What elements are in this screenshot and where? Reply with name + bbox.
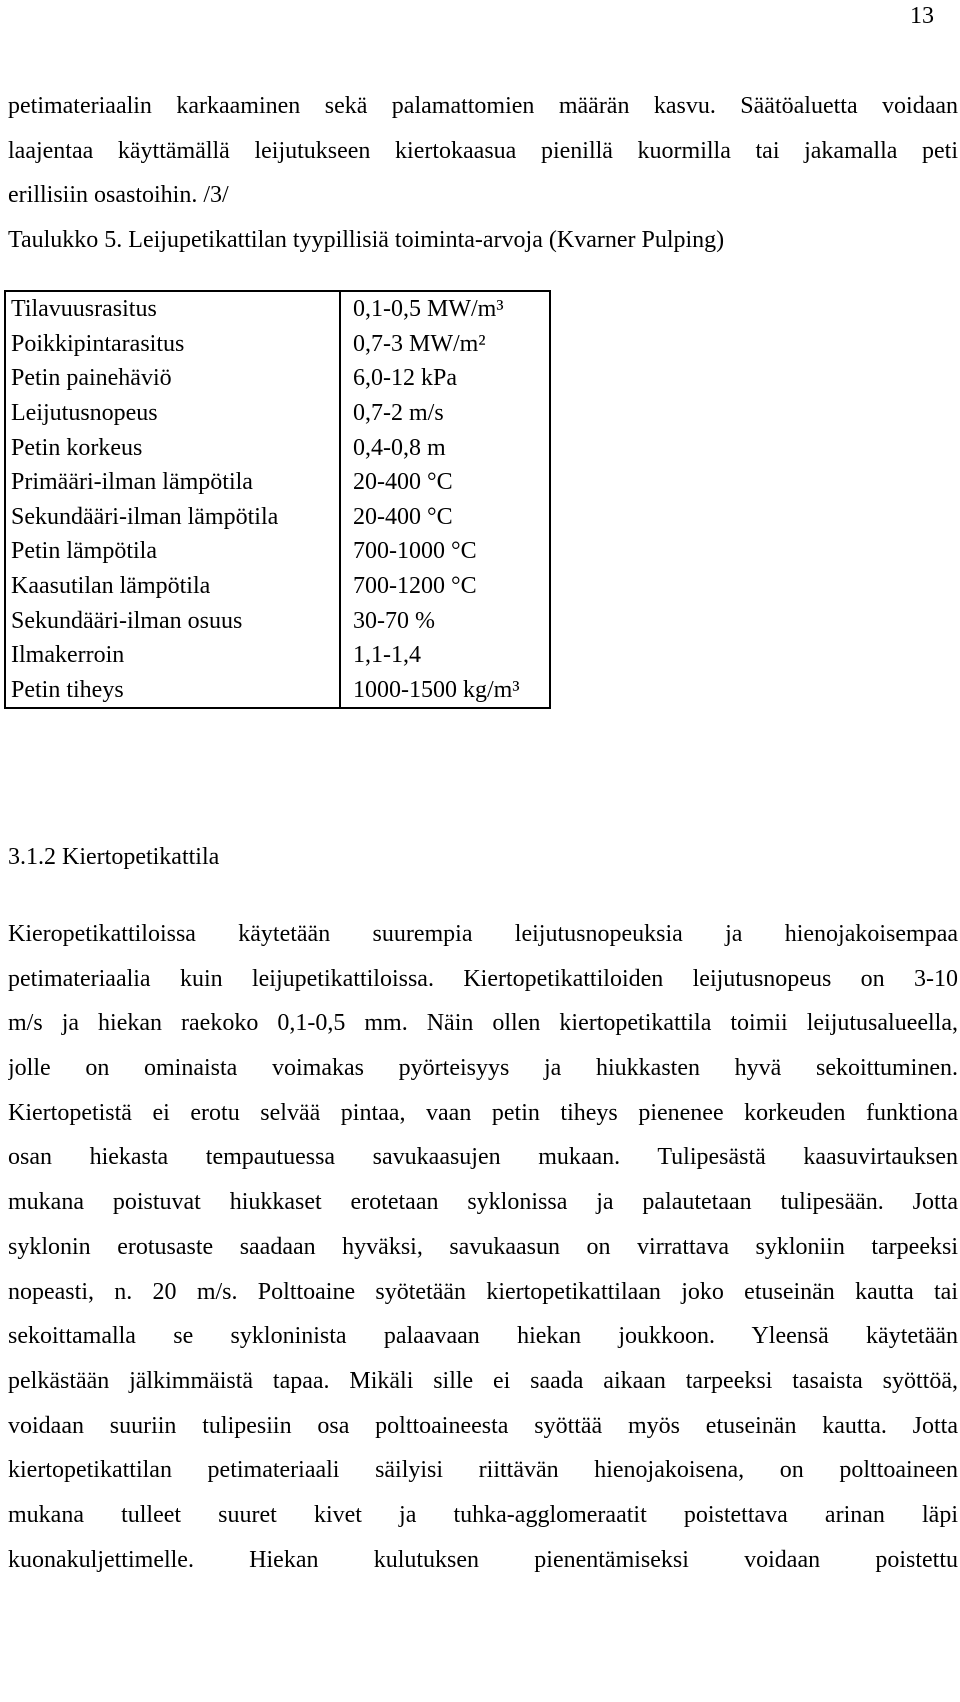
- text-line: m/s ja hiekan raekoko 0,1-0,5 mm. Näin ollen kiertopetikattila toimii leijutusalueella,: [8, 1010, 958, 1037]
- text-line: mukana tulleet suuret kivet ja tuhka-agglomeraatit poistettava arinan läpi: [8, 1501, 958, 1528]
- text-line: kuonakuljettimelle. Hiekan kulutuksen pienentämiseksi voidaan poistettu: [8, 1546, 958, 1573]
- parameter-value: 20-400 °C: [353, 503, 453, 530]
- parameter-value: 0,7-3 MW/m²: [353, 330, 486, 357]
- parameter-name: Primääri-ilman lämpötila: [5, 465, 340, 500]
- table-row: [5, 465, 550, 500]
- parameter-name: Tilavuusrasitus: [5, 291, 340, 327]
- parameter-name: Kaasutilan lämpötila: [5, 569, 340, 604]
- table-caption: Taulukko 5. Leijupetikattilan tyypillisiä toiminta-arvoja (Kvarner Pulping): [8, 227, 725, 253]
- page-number: 13: [910, 3, 934, 29]
- table-row: [5, 534, 550, 569]
- text-line: pelkästään jälkimmäistä tapaa. Mikäli sille ei saada aikaan tarpeeksi tasaista syöttöä,: [8, 1367, 958, 1394]
- table-row: [5, 673, 550, 709]
- text-line: Kiertopetistä ei erotu selvää pintaa, vaan petin tiheys pienenee korkeuden funktiona: [8, 1099, 958, 1126]
- intro-paragraph: [8, 92, 958, 226]
- text-line: laajentaa käyttämällä leijutukseen kiertokaasua pienillä kuormilla tai jakamalla peti: [8, 137, 958, 164]
- table-row: [5, 500, 550, 535]
- parameter-value: 1,1-1,4: [353, 642, 421, 669]
- parameter-value: 20-400 °C: [353, 469, 453, 496]
- table-row: [5, 291, 550, 327]
- parameter-value: 0,7-2 m/s: [353, 400, 444, 427]
- text-line: syklonin erotusaste saadaan hyväksi, savukaasun on virrattava sykloniin tarpeeksi: [8, 1233, 958, 1260]
- text-line: jolle on ominaista voimakas pyörteisyys ja hiukkasten hyvä sekoittuminen.: [8, 1055, 958, 1082]
- text-line: petimateriaalin karkaaminen sekä palamattomien määrän kasvu. Säätöaluetta voidaan: [8, 93, 958, 119]
- table-row: [5, 396, 550, 431]
- parameter-name: Petin painehäviö: [5, 361, 340, 396]
- parameter-name: Leijutusnopeus: [5, 396, 340, 431]
- parameter-value: 6,0-12 kPa: [353, 365, 457, 392]
- table-row: [5, 603, 550, 638]
- text-line: osan hiekasta tempautuessa savukaasujen mukaan. Tulipesästä kaasuvirtauksen: [8, 1144, 958, 1171]
- table-row: [5, 569, 550, 604]
- text-line: Kieropetikattiloissa käytetään suurempia leijutusnopeuksia ja hienojakoisempaa: [8, 921, 958, 947]
- parameter-value: 700-1200 °C: [353, 573, 477, 600]
- table-row: [5, 327, 550, 362]
- parameter-name: Poikkipintarasitus: [5, 327, 340, 362]
- table-row: [5, 361, 550, 396]
- table-row: [5, 638, 550, 673]
- parameter-value: 700-1000 °C: [353, 538, 477, 565]
- parameters-table: [4, 290, 551, 709]
- parameter-name: Petin korkeus: [5, 430, 340, 465]
- text-line: nopeasti, n. 20 m/s. Polttoaine syötetään kiertopetikattilaan joko etuseinän kautta tai: [8, 1278, 958, 1305]
- parameter-value: 0,1-0,5 MW/m³: [353, 296, 504, 323]
- text-line: mukana poistuvat hiukkaset erotetaan syklonissa ja palautetaan tulipesään. Jotta: [8, 1189, 958, 1216]
- text-line: sekoittamalla se sykloninista palaavaan hiekan joukkoon. Yleensä käytetään: [8, 1323, 958, 1350]
- parameter-name: Petin lämpötila: [5, 534, 340, 569]
- parameter-name: Petin tiheys: [5, 673, 340, 709]
- text-line: voidaan suuriin tulipesiin osa polttoaineesta syöttää myös etuseinän kautta. Jotta: [8, 1412, 958, 1439]
- parameter-name: Sekundääri-ilman lämpötila: [5, 500, 340, 535]
- section-heading: 3.1.2 Kiertopetikattila: [8, 844, 220, 870]
- body-paragraph: [8, 920, 958, 1590]
- text-line: petimateriaalia kuin leijupetikattiloissa. Kiertopetikattiloiden leijutusnopeus on 3-10: [8, 965, 958, 992]
- text-line: erillisiin osastoihin. /3/: [8, 182, 229, 209]
- table-row: [5, 430, 550, 465]
- text-line: kiertopetikattilan petimateriaali säilyisi riittävän hienojakoisena, on polttoaineen: [8, 1457, 958, 1484]
- parameter-value: 0,4-0,8 m: [353, 434, 446, 461]
- parameter-name: Ilmakerroin: [5, 638, 340, 673]
- parameter-name: Sekundääri-ilman osuus: [5, 603, 340, 638]
- parameter-value: 1000-1500 kg/m³: [353, 676, 520, 703]
- parameter-value: 30-70 %: [353, 607, 435, 634]
